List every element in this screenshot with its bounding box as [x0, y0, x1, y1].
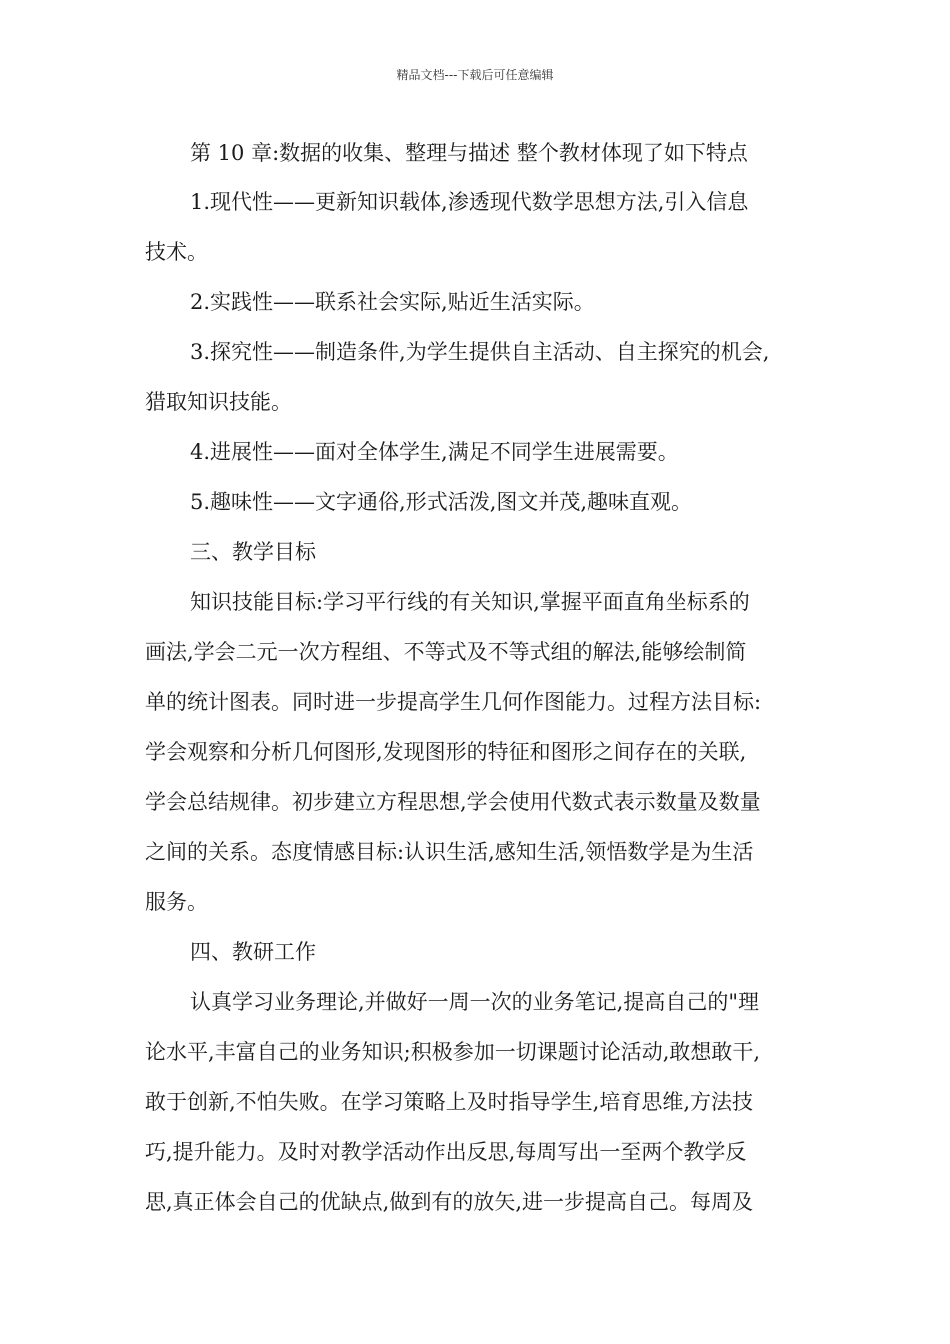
page-header: 精品文档---下载后可任意编辑: [396, 68, 554, 82]
paragraph-line: 学会总结规律。初步建立方程思想,学会使用代数式表示数量及数量: [145, 790, 761, 814]
paragraph-line: 技术。: [145, 240, 208, 264]
paragraph-line: 单的统计图表。同时进一步提高学生几何作图能力。过程方法目标:: [145, 690, 762, 714]
paragraph-line: 认真学习业务理论,并做好一周一次的业务笔记,提高自己的"理: [190, 990, 760, 1014]
paragraph-line: 猎取知识技能。: [145, 390, 292, 414]
chapter-heading: 第 10 章:数据的收集、整理与描述 整个教材体现了如下特点: [190, 141, 748, 165]
paragraph-line: 4.进展性——面对全体学生,满足不同学生进展需要。: [190, 440, 679, 464]
paragraph-line: 2.实践性——联系社会实际,贴近生活实际。: [190, 290, 595, 314]
paragraph-line: 5.趣味性——文字通俗,形式活泼,图文并茂,趣味直观。: [190, 490, 693, 514]
paragraph-line: 敢于创新,不怕失败。在学习策略上及时指导学生,培育思维,方法技: [145, 1090, 754, 1114]
paragraph-line: 论水平,丰富自己的业务知识;积极参加一切课题讨论活动,敢想敢干,: [145, 1040, 761, 1064]
paragraph-line: 画法,学会二元一次方程组、不等式及不等式组的解法,能够绘制简: [145, 640, 747, 664]
paragraph-line: 巧,提升能力。及时对教学活动作出反思,每周写出一至两个教学反: [145, 1140, 747, 1164]
paragraph-line: 服务。: [145, 890, 208, 914]
section-heading: 四、教研工作: [190, 940, 316, 964]
paragraph-line: 思,真正体会自己的优缺点,做到有的放矢,进一步提高自己。每周及: [145, 1190, 754, 1214]
paragraph-line: 3.探究性——制造条件,为学生提供自主活动、自主探究的机会,: [190, 340, 770, 364]
paragraph-line: 学会观察和分析几何图形,发现图形的特征和图形之间存在的关联,: [145, 740, 747, 764]
paragraph-line: 之间的关系。态度情感目标:认识生活,感知生活,领悟数学是为生活: [145, 840, 754, 864]
section-heading: 三、教学目标: [190, 540, 316, 564]
paragraph-line: 知识技能目标:学习平行线的有关知识,掌握平面直角坐标系的: [190, 590, 750, 614]
paragraph-line: 1.现代性——更新知识载体,渗透现代数学思想方法,引入信息: [190, 190, 749, 214]
